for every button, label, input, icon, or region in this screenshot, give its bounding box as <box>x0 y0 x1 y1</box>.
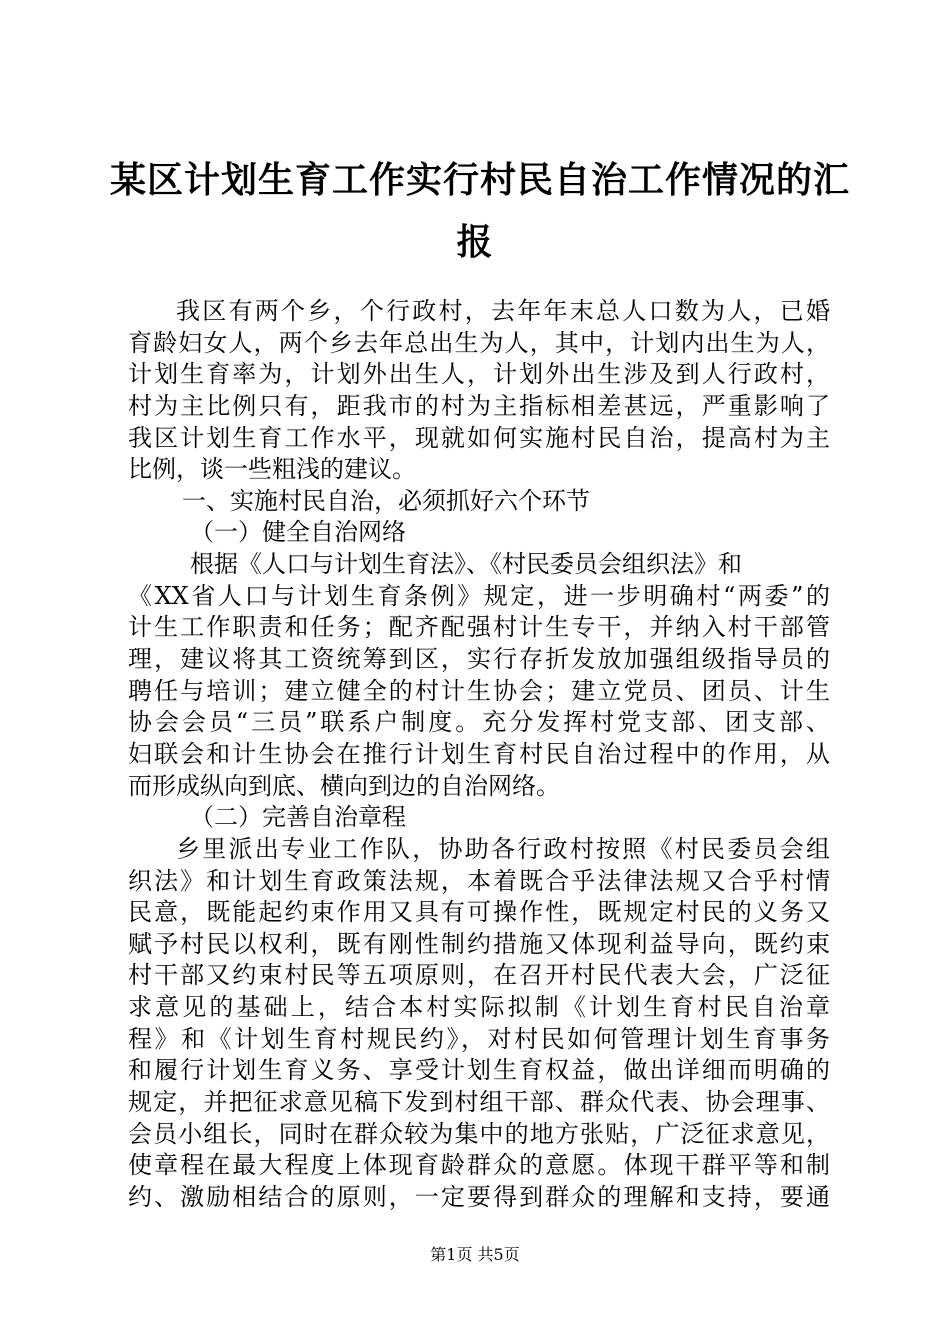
paragraph-line: 使章程在最大程度上体现育龄群众的意愿。体现干群平等和制 <box>128 1151 830 1180</box>
paragraph-line: 理，建议将其工资统筹到区，实行存折发放加强组级指导员的 <box>128 645 830 674</box>
paragraph-line: 和履行计划生育义务、享受计划生育权益，做出详细而明确的 <box>128 1056 830 1085</box>
paragraph-line: 赋予村民以权利，既有刚性制约措施又体现利益导向，既约束 <box>128 929 830 958</box>
subsection-heading: （一）健全自治网络 <box>190 518 406 547</box>
document-title-line-1: 某区计划生育工作实行村民自治工作情况的汇 <box>110 160 851 201</box>
paragraph-line: 会员小组长，同时在群众较为集中的地方张贴，广泛征求意见， <box>128 1119 830 1148</box>
paragraph-line: 我区计划生育工作水平，现就如何实施村民自治，提高村为主 <box>128 423 830 452</box>
paragraph-line: 约、激励相结合的原则，一定要得到群众的理解和支持，要通 <box>128 1182 830 1211</box>
paragraph-line: 协会会员“三员”联系户制度。充分发挥村党支部、团支部、 <box>128 708 830 737</box>
paragraph-line: 程》和《计划生育村规民约》，对村民如何管理计划生育事务 <box>128 1024 830 1053</box>
subsection-heading: （二）完善自治章程 <box>190 803 406 832</box>
paragraph-line: 乡里派出专业工作队，协助各行政村按照《村民委员会组 <box>176 834 830 863</box>
paragraph-line: 《XX省人口与计划生育条例》规定，进一步明确村“两委”的 <box>128 581 830 610</box>
paragraph-line: 比例，谈一些粗浅的建议。 <box>128 455 416 484</box>
paragraph-line: 规定，并把征求意见稿下发到村组干部、群众代表、协会理事、 <box>128 1088 830 1117</box>
paragraph-line: 计划生育率为，计划外出生人，计划外出生涉及到人行政村， <box>128 360 830 389</box>
document-body <box>128 296 830 1214</box>
paragraph-line: 民意，既能起约束作用又具有可操作性，既规定村民的义务又 <box>128 898 830 927</box>
paragraph-line: 育龄妇女人，两个乡去年总出生为人，其中，计划内出生为人， <box>128 328 830 357</box>
page-number-footer: 第1页 共5页 <box>430 1245 520 1264</box>
paragraph-line: 计生工作职责和任务；配齐配强村计生专干，并纳入村干部管 <box>128 613 830 642</box>
paragraph-line: 求意见的基础上，结合本村实际拟制《计划生育村民自治章 <box>128 993 830 1022</box>
paragraph-line: 妇联会和计生协会在推行计划生育村民自治过程中的作用，从 <box>128 739 830 768</box>
paragraph-line: 村干部又约束村民等五项原则，在召开村民代表大会，广泛征 <box>128 961 830 990</box>
section-heading: 一、实施村民自治，必须抓好六个环节 <box>182 486 590 515</box>
paragraph-line: 聘任与培训；建立健全的村计生协会；建立党员、团员、计生 <box>128 676 830 705</box>
paragraph-line: 织法》和计划生育政策法规，本着既合乎法律法规又合乎村情 <box>128 866 830 895</box>
paragraph-line: 我区有两个乡，个行政村，去年年末总人口数为人，已婚 <box>176 297 830 325</box>
paragraph-line: 村为主比例只有，距我市的村为主指标相差甚远，严重影响了 <box>128 391 830 420</box>
document-title-line-2: 报 <box>456 222 494 263</box>
paragraph-line: 根据《人口与计划生育法》、《村民委员会组织法》和 <box>190 550 742 579</box>
paragraph-line: 而形成纵向到底、横向到边的自治网络。 <box>128 771 560 800</box>
